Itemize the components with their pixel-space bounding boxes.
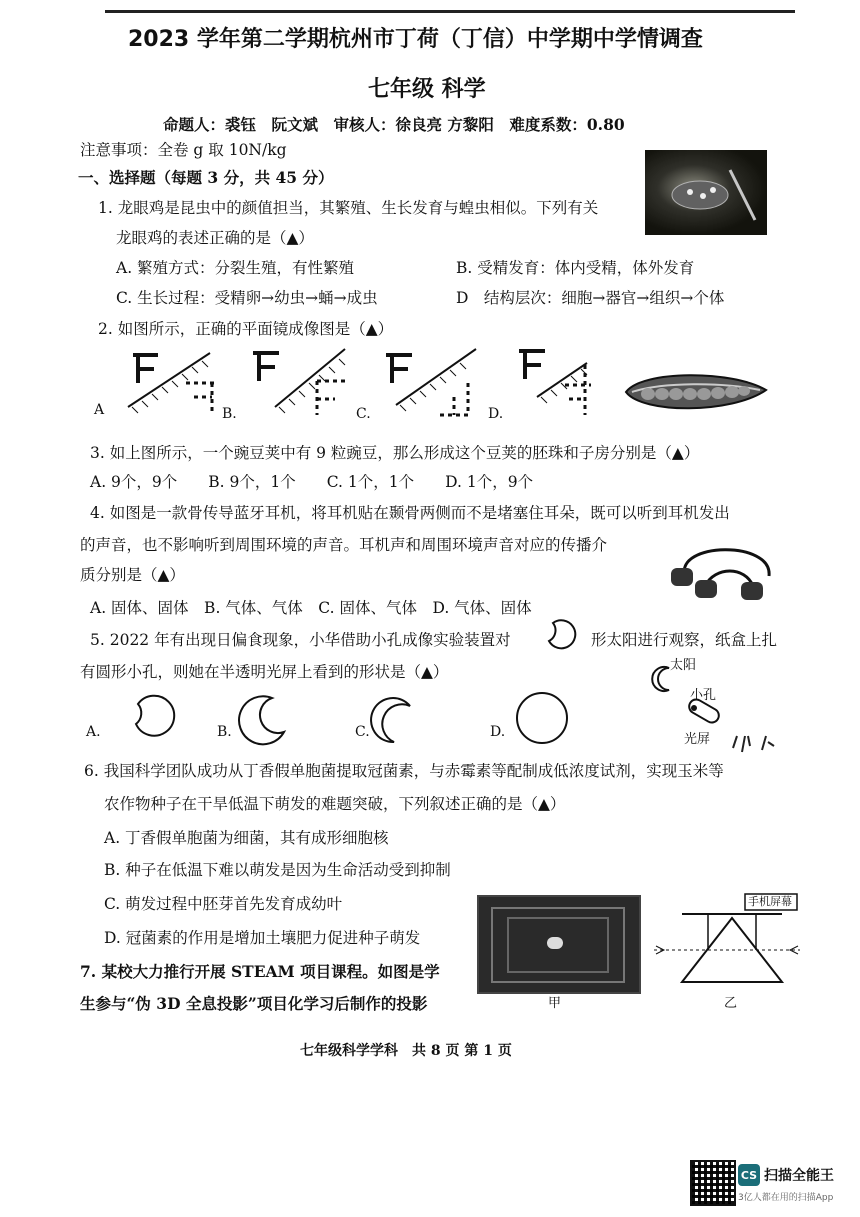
- q7-stem-line1: 7. 某校大力推行开展 STEAM 项目课程。如图是学: [80, 962, 440, 981]
- q5-shape-b: [232, 692, 292, 748]
- q4-stem-line2: 的声音，也不影响听到周围环境的声音。耳机声和周围环境声音对应的传播介: [80, 536, 608, 554]
- qr-code-icon: [690, 1160, 736, 1206]
- figure-label-jia: 甲: [548, 996, 562, 1011]
- section-heading: 一、选择题（每题 3 分，共 45 分）: [78, 168, 334, 187]
- q4-stem-line3: 质分别是（▲）: [80, 566, 185, 584]
- scanner-logo: CS: [738, 1164, 760, 1186]
- q6-stem-line1: 6. 我国科学团队成功从丁香假单胞菌提取冠菌素，与赤霉素等配制成低浓度试剂，实现玉米等: [84, 762, 724, 780]
- q1-stem-line2: 龙眼鸡的表述正确的是（▲）: [116, 229, 314, 247]
- mirror-diagram-c: [382, 345, 492, 420]
- q5-label-c: C.: [355, 724, 370, 740]
- q5-shape-d: [514, 690, 572, 746]
- q3-options: A. 9个，9个 B. 9个，1个 C. 1个，1个 D. 1个，9个: [90, 473, 534, 491]
- q6-option-b: B. 种子在低温下难以萌发是因为生命活动受到抑制: [104, 861, 451, 879]
- q4-options: A. 固体、固体 B. 气体、气体 C. 固体、气体 D. 气体、固体: [90, 599, 532, 617]
- q5-label-d: D.: [490, 724, 506, 740]
- plant-sketch: [728, 718, 778, 758]
- q5-label-a: A.: [86, 724, 101, 740]
- q6-option-d: D. 冠菌素的作用是增加土壤肥力促进种子萌发: [104, 929, 421, 947]
- hologram-photo: [477, 895, 641, 994]
- q6-stem-line2: 农作物种子在干旱低温下萌发的难题突破，下列叙述正确的是（▲）: [104, 795, 566, 813]
- top-border: [105, 10, 795, 13]
- q4-stem-line1: 4. 如图是一款骨传导蓝牙耳机，将耳机贴在颞骨两侧而不是堵塞住耳朵，既可以听到耳机发出: [90, 504, 730, 522]
- figure-label-yi: 乙: [724, 996, 738, 1011]
- notice-line: 注意事项：全卷 g 取 10N/kg: [80, 141, 287, 159]
- q5-stem-line1b: 形太阳进行观察，纸盒上扎: [591, 631, 778, 649]
- q5-shape-a: [128, 696, 184, 746]
- pinhole-camera-icon: [684, 700, 724, 728]
- page-footer: 七年级科学学科 共 8 页 第 1 页: [300, 1043, 512, 1059]
- phone-screen-label: 手机屏幕: [748, 895, 792, 908]
- q1-stem-line1: 1. 龙眼鸡是昆虫中的颜值担当，其繁殖、生长发育与蝗虫相似。下列有关: [98, 199, 599, 217]
- q6-option-c: C. 萌发过程中胚芽首先发育成幼叶: [104, 895, 343, 913]
- q7-stem-line2: 生参与“伪 3D 全息投影”项目化学习后制作的投影: [80, 994, 428, 1013]
- insect-icon: [645, 150, 767, 235]
- crescent-sun-icon: [543, 619, 579, 655]
- q5-stem-line2: 有圆形小孔，则她在半透明光屏上看到的形状是（▲）: [80, 663, 449, 681]
- q1-option-d: D 结构层次：细胞→器官→组织→个体: [456, 289, 725, 307]
- mirror-diagram-b: [245, 345, 355, 420]
- q2-label-a: A: [94, 402, 105, 418]
- page-subtitle: 七年级 科学: [368, 77, 486, 102]
- mirror-diagram-d: [515, 345, 600, 420]
- pinhole-label: 小孔: [690, 688, 717, 703]
- insect-photo: [645, 150, 767, 235]
- scanner-brand: 扫描全能王: [764, 1168, 834, 1184]
- q3-stem: 3. 如上图所示，一个豌豆荚中有 9 粒豌豆，那么形成这个豆荚的胚珠和子房分别是（▲）: [90, 444, 700, 462]
- sun-shape-icon: [645, 664, 675, 694]
- q1-option-a: A. 繁殖方式：分裂生殖，有性繁殖: [116, 259, 355, 277]
- q1-option-c: C. 生长过程：受精卵→幼虫→蛹→成虫: [116, 289, 378, 307]
- q2-label-d: D.: [488, 406, 504, 422]
- pea-pod-image: [622, 370, 770, 415]
- q1-option-b: B. 受精发育：体内受精，体外发育: [456, 259, 695, 277]
- q2-stem: 2. 如图所示，正确的平面镜成像图是（▲）: [98, 320, 394, 338]
- q2-label-b: B.: [222, 406, 237, 422]
- mirror-diagram-a: [118, 345, 228, 415]
- q5-stem-line1a: 5. 2022 年有出现日偏食现象，小华借助小孔成像实验装置对: [90, 631, 511, 649]
- q5-shape-c: [366, 696, 426, 750]
- earphone-image: [665, 546, 780, 606]
- scanner-tagline: 3亿人都在用的扫描App: [738, 1193, 834, 1203]
- q2-label-c: C.: [356, 406, 371, 422]
- page-title: 2023 学年第二学期杭州市丁荷（丁信）中学期中学情调查: [128, 27, 703, 52]
- sun-label: 太阳: [670, 658, 697, 673]
- screen-label: 光屏: [684, 732, 711, 747]
- q5-label-b: B.: [217, 724, 232, 740]
- q6-option-a: A. 丁香假单胞菌为细菌，其有成形细胞核: [104, 829, 389, 847]
- author-line: 命题人：裘钰 阮文斌 审核人：徐良亮 方黎阳 难度系数：0.80: [163, 115, 625, 134]
